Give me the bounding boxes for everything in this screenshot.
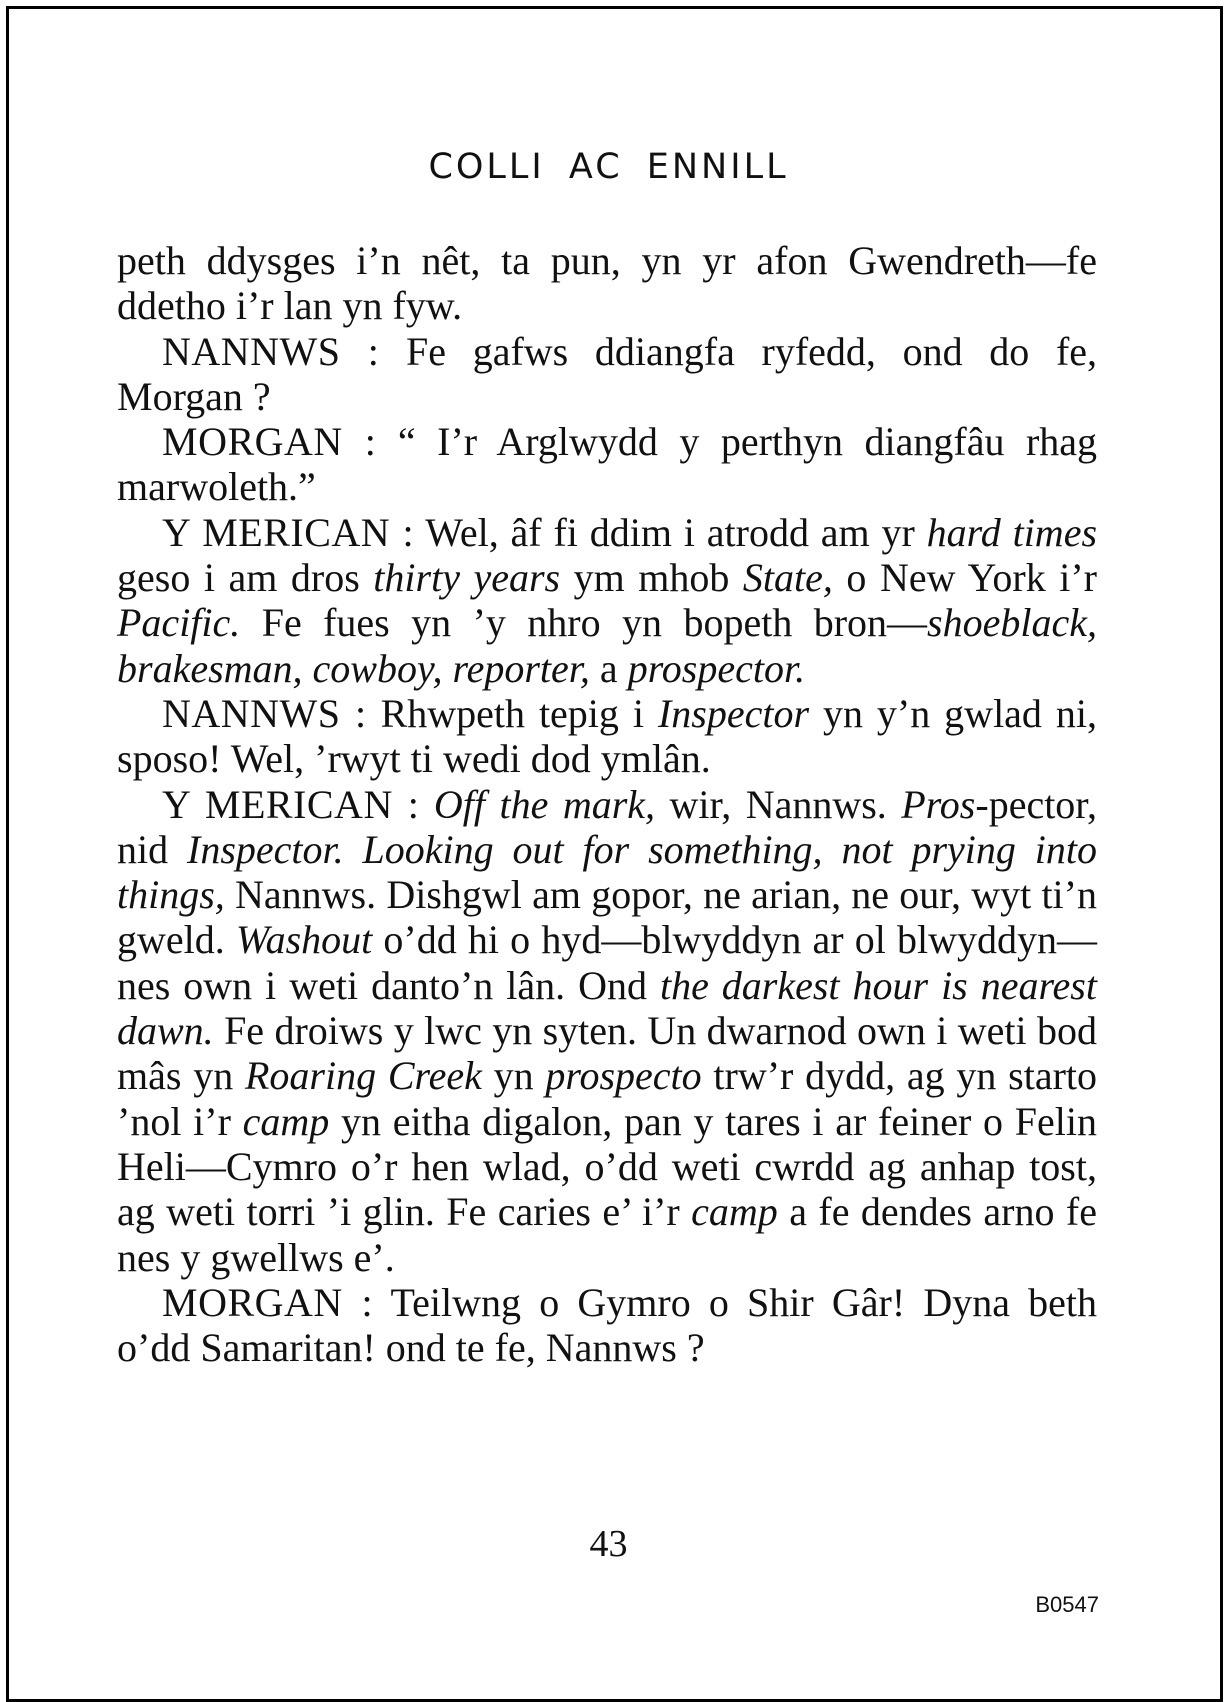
paragraph xyxy=(117,1280,1097,1371)
italic-phrase: Pacific. xyxy=(117,600,241,646)
italic-phrase: shoeblack, brakesman, cowboy, reporter, xyxy=(117,600,1097,691)
running-title: COLLI AC ENNILL xyxy=(428,147,789,187)
italic-phrase: camp xyxy=(691,1189,778,1235)
italic-phrase: Inspector xyxy=(657,690,810,736)
speaker-name: MORGAN : xyxy=(162,1279,374,1325)
text-run: geso i am dros xyxy=(117,555,374,601)
italic-phrase: Washout xyxy=(235,917,373,963)
text-run: yn y’n gwlad ni, sposo! Wel, ’rwyt ti wedi dod ymlân. xyxy=(117,690,1097,782)
paragraph xyxy=(117,329,1097,420)
paragraph xyxy=(117,510,1097,691)
italic-phrase: Looking out for something, not prying into things, xyxy=(117,826,1097,918)
paragraph xyxy=(117,419,1097,510)
text-run: Fe gafws ddiangfa ryfedd, ond do fe, Morgan ? xyxy=(117,328,1098,419)
text-run: ym mhob xyxy=(560,555,743,601)
italic-phrase: thirty years xyxy=(373,555,561,601)
text-run: Wel, âf fi ddim i atrodd am yr xyxy=(425,509,927,555)
italic-phrase: prospecto xyxy=(545,1053,702,1099)
italic-phrase: camp xyxy=(242,1098,330,1144)
text-run: “ I’r Arglwydd y perthyn diangfâu rhag marwoleth.” xyxy=(117,419,1098,510)
italic-phrase: prospector. xyxy=(627,645,806,691)
text-run: Nannws. Dishgwl am gopor, ne arian, ne our, wyt ti’n gweld. xyxy=(117,872,1097,963)
paragraph xyxy=(117,238,1097,329)
text-run: o’dd hi o hyd—blwyddyn ar ol blwyddyn—nes own i weti danto’n lân. Ond xyxy=(117,917,1097,1008)
italic-phrase: hard times xyxy=(926,509,1098,555)
paragraph xyxy=(117,691,1097,782)
speaker-name: NANNWS : xyxy=(162,328,380,374)
text-run: Teilwng o Gymro o Shir Gâr! Dyna beth o’dd Samaritan! ond te fe, Nannws ? xyxy=(117,1279,1098,1371)
text-run xyxy=(344,827,363,872)
text-run: trw’r dydd, ag yn starto ’nol i’r xyxy=(117,1053,1098,1144)
text-run: pector, nid xyxy=(117,781,1098,872)
text-run: peth ddysges i’n nêt, ta pun, yn yr afon Gwendreth—fe ddetho i’r lan yn fyw. xyxy=(117,238,1097,329)
text-run: yn eitha digalon, pan y tares i ar feiner o Felin Heli—Cymro o’r hen wlad, o’dd weti cwrdd ag anhap tost, ag weti torri ’i glin. Fe caries e’ i’r xyxy=(117,1098,1098,1235)
text-run: Rhwpeth tepig i xyxy=(380,690,658,736)
text-run: wir, Nannws. xyxy=(655,781,902,827)
speaker-name: Y MERICAN : xyxy=(162,509,415,555)
text-run: Fe droiws y lwc yn syten. Un dwarnod own i weti bod mâs yn xyxy=(117,1008,1097,1099)
reference-code: B0547 xyxy=(1035,1592,1099,1617)
italic-phrase: Inspector. xyxy=(187,826,344,872)
speaker-name: NANNWS : xyxy=(162,690,367,736)
italic-phrase: Pros- xyxy=(901,781,989,827)
italic-phrase: the darkest hour is nearest dawn. xyxy=(117,962,1097,1054)
text-run: o New York i’r xyxy=(832,555,1097,601)
page-number: 43 xyxy=(589,1523,628,1565)
text-run: a fe dendes arno fe nes y gwellws e’. xyxy=(117,1189,1097,1280)
text-run: yn xyxy=(481,1053,546,1099)
paragraph xyxy=(117,782,1097,1280)
speaker-name: MORGAN : xyxy=(162,419,377,465)
italic-phrase: Off the mark, xyxy=(433,781,656,827)
italic-phrase: Roaring Creek xyxy=(244,1053,482,1099)
italic-phrase: State, xyxy=(742,555,833,601)
text-run: Fe fues yn ’y nhro yn bopeth bron— xyxy=(240,600,928,646)
speaker-name: Y MERICAN : xyxy=(162,781,420,827)
dialogue-text xyxy=(117,238,1097,1370)
text-run: a xyxy=(589,645,628,691)
